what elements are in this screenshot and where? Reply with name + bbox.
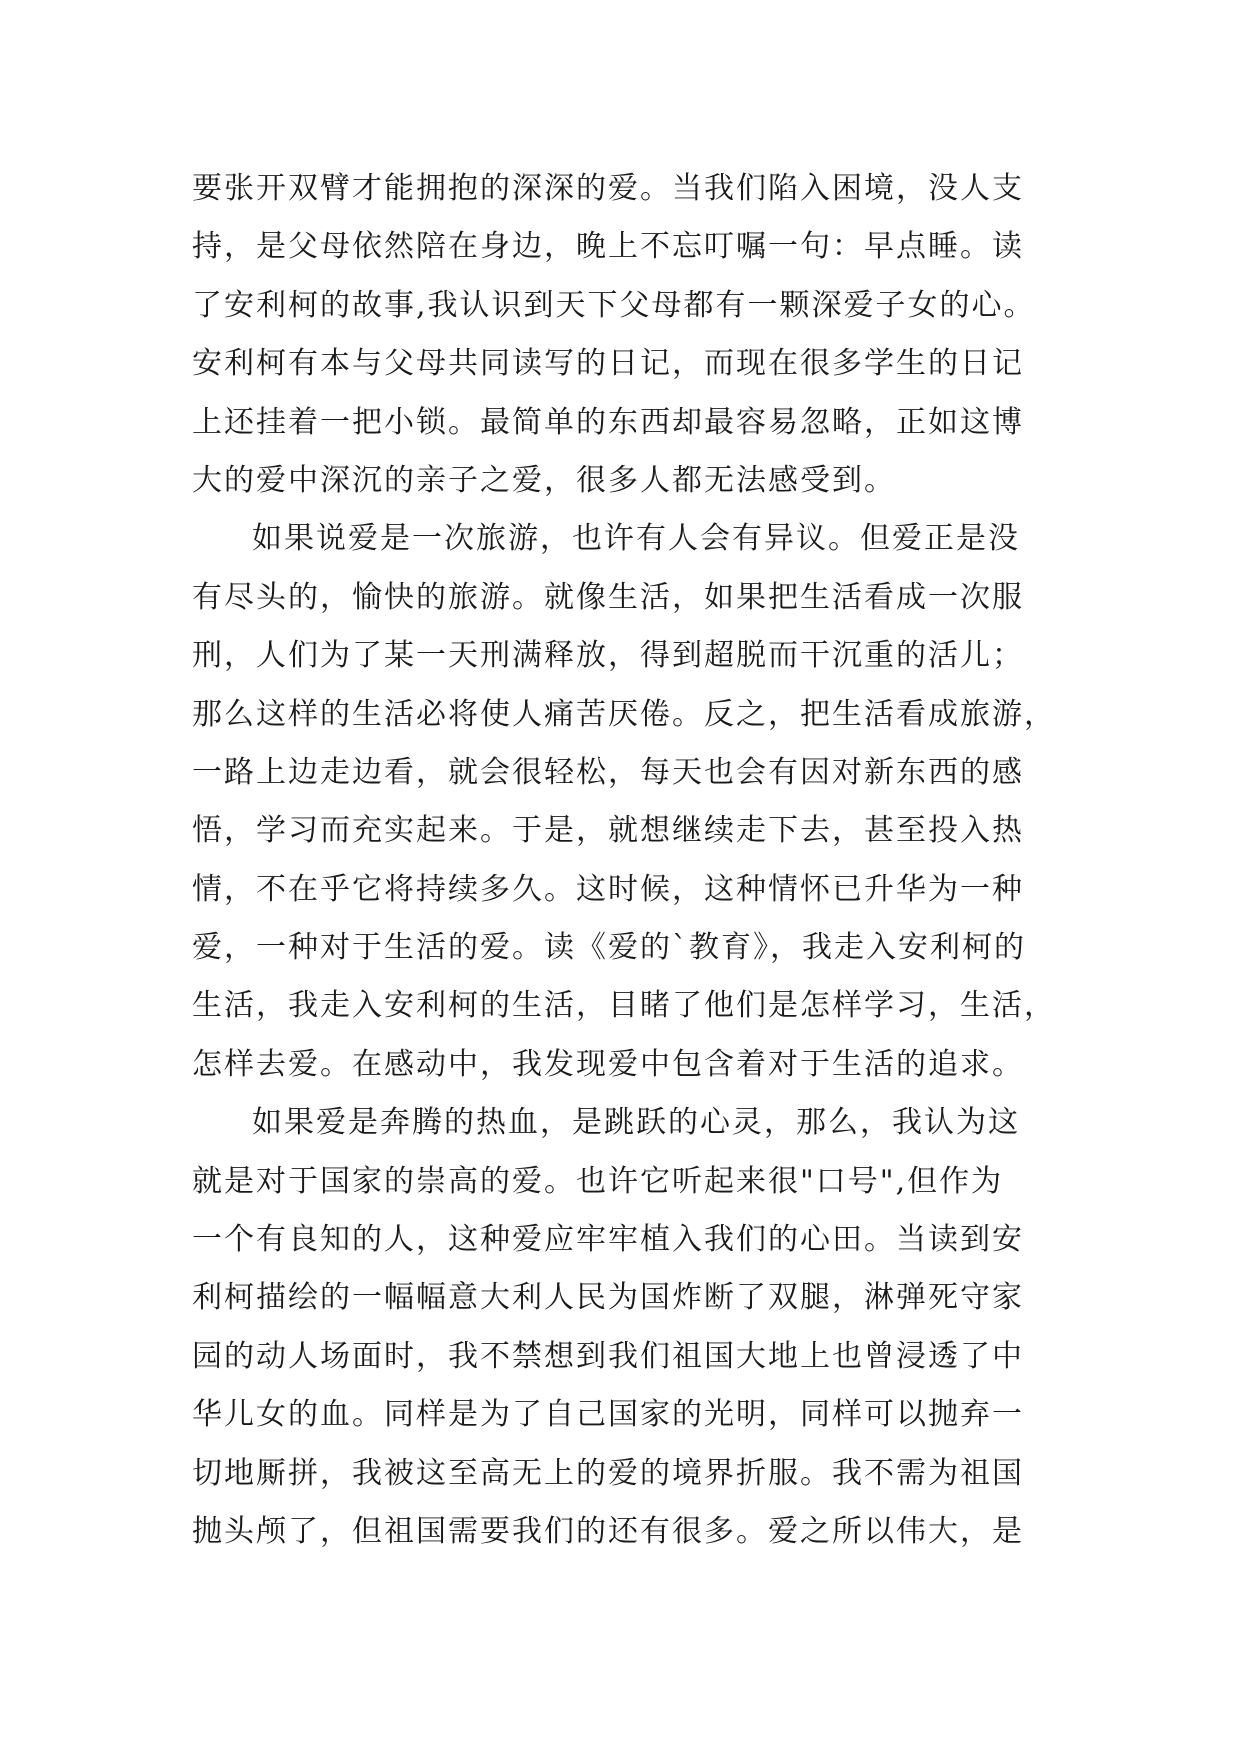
body-text bbox=[192, 160, 1072, 1561]
text-line: 悟，学习而充实起来。于是，就想继续走下去，甚至投入热 bbox=[192, 813, 1024, 849]
text-line: 怎样去爱。在感动中，我发现爱中包含着对于生活的追求。 bbox=[192, 1046, 1024, 1082]
text-line: 持，是父母依然陪在身边，晚上不忘叮嘱一句：早点睡。读 bbox=[192, 229, 1024, 265]
text-line: 要张开双臂才能拥抱的深深的爱。当我们陷入困境，没人支 bbox=[192, 171, 1024, 206]
text-line: 安利柯有本与父母共同读写的日记，而现在很多学生的日记 bbox=[192, 346, 1024, 382]
text-line: 情，不在乎它将持续多久。这时候，这种情怀已升华为一种 bbox=[192, 871, 1024, 907]
text-line: 刑，人们为了某一天刑满释放，得到超脱而干沉重的活儿； bbox=[192, 638, 1024, 674]
text-line: 华儿女的血。同样是为了自己国家的光明，同样可以抛弃一 bbox=[192, 1397, 1024, 1433]
text-line: 大的爱中深沉的亲子之爱，很多人都无法感受到。 bbox=[192, 462, 896, 498]
text-line: 爱，一种对于生活的爱。读《爱的`教育》，我走入安利柯的 bbox=[192, 930, 1026, 966]
text-line: 了安利柯的故事,我认识到天下父母都有一颗深爱子女的心。 bbox=[192, 287, 1036, 323]
text-line: 上还挂着一把小锁。最简单的东西却最容易忽略，正如这博 bbox=[192, 404, 1024, 440]
text-line: 就是对于国家的崇高的爱。也许它听起来很"口号",但作为 bbox=[192, 1163, 1004, 1199]
text-line: 园的动人场面时，我不禁想到我们祖国大地上也曾浸透了中 bbox=[192, 1338, 1024, 1374]
paragraph-start-line: 如果爱是奔腾的热血，是跳跃的心灵，那么，我认为这 bbox=[252, 1105, 1020, 1141]
text-line: 生活，我走入安利柯的生活，目睹了他们是怎样学习，生活， bbox=[192, 988, 1056, 1024]
paragraph-start-line: 如果说爱是一次旅游，也许有人会有异议。但爱正是没 bbox=[252, 521, 1020, 557]
text-line: 利柯描绘的一幅幅意大利人民为国炸断了双腿，淋弹死守家 bbox=[192, 1280, 1024, 1316]
text-line: 一个有良知的人，这种爱应牢牢植入我们的心田。当读到安 bbox=[192, 1222, 1024, 1258]
text-line: 有尽头的，愉快的旅游。就像生活，如果把生活看成一次服 bbox=[192, 579, 1024, 615]
text-line: 抛头颅了，但祖国需要我们的还有很多。爱之所以伟大，是 bbox=[192, 1513, 1024, 1549]
text-line: 切地厮拼，我被这至高无上的爱的境界折服。我不需为祖国 bbox=[192, 1455, 1024, 1491]
text-line: 一路上边走边看，就会很轻松，每天也会有因对新东西的感 bbox=[192, 754, 1024, 790]
text-line: 那么这样的生活必将使人痛苦厌倦。反之，把生活看成旅游， bbox=[192, 696, 1056, 732]
